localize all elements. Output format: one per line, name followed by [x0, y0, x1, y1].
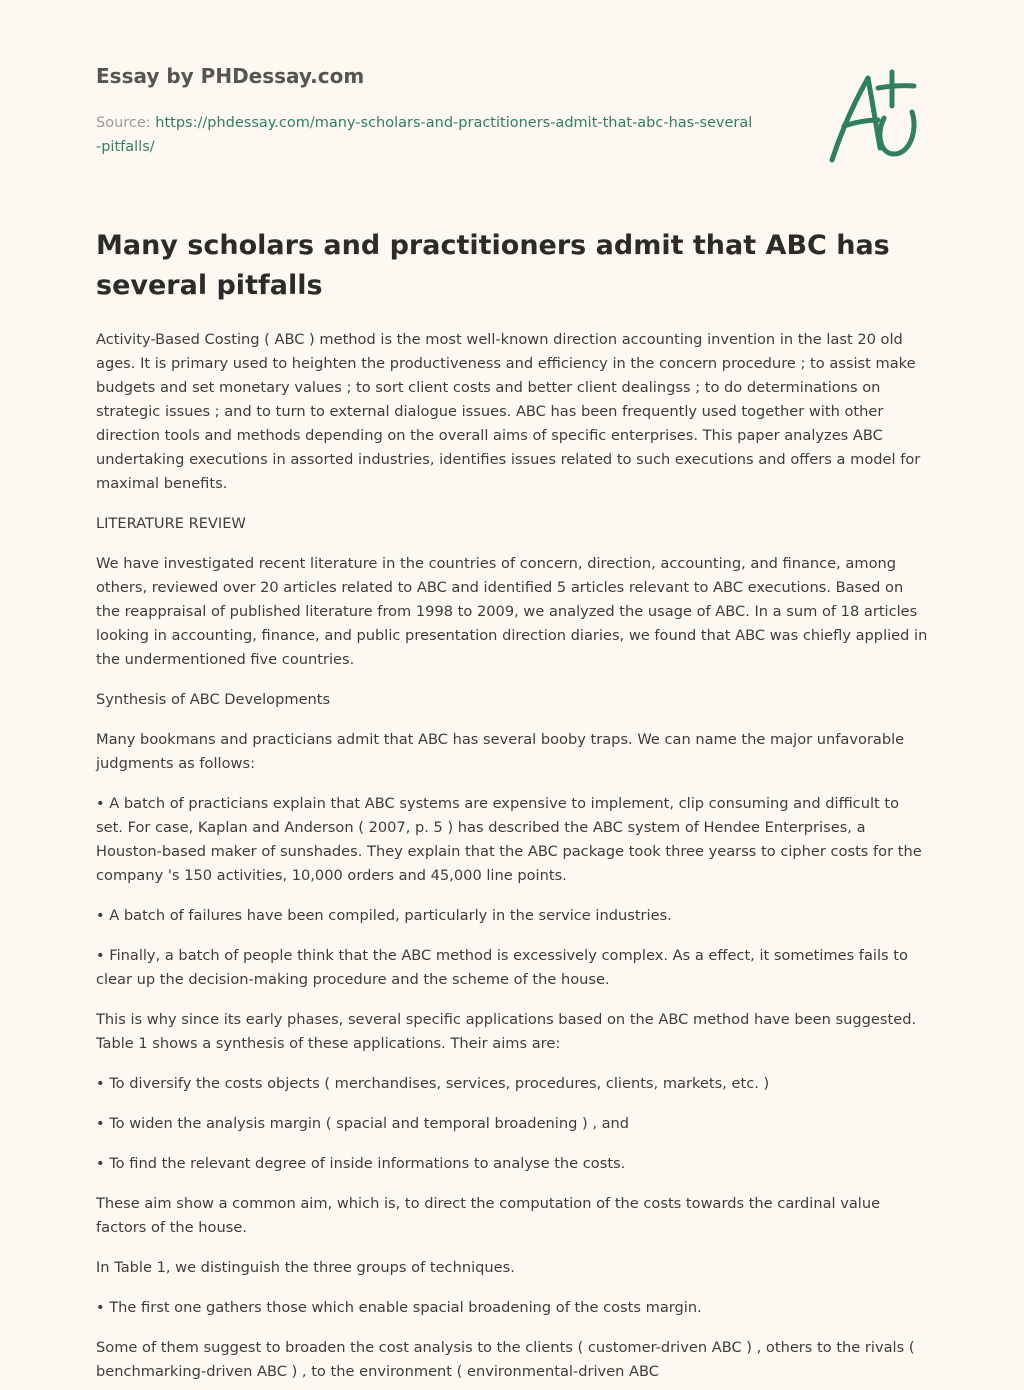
source-link[interactable]: https://phdessay.com/many-scholars-and-practitioners-admit-that-abc-has-several-pitfalls/ [96, 115, 753, 155]
paragraph: Many bookmans and practicians admit that ABC has several booby traps. We can name the major unfavorable judgments as follows: [96, 731, 905, 772]
essay-body [96, 328, 928, 1384]
bullet-paragraph: • To find the relevant degree of inside informations to analyse the costs. [96, 1155, 626, 1172]
paragraph: In Table 1, we distinguish the three groups of techniques. [96, 1259, 515, 1276]
bullet-paragraph: • A batch of failures have been compiled, particularly in the service industries. [96, 907, 672, 924]
section-heading: Synthesis of ABC Developments [96, 691, 331, 708]
bullet-paragraph: • To diversify the costs objects ( merchandises, services, procedures, clients, markets, etc. ) [96, 1075, 770, 1092]
paragraph: This is why since its early phases, several specific applications based on the ABC method have been suggested. Table 1 shows a synthesis of these applications. Their aims are: [96, 1011, 917, 1052]
site-title: Essay by PHDessay.com [96, 64, 365, 88]
paragraph: Activity-Based Costing ( ABC ) method is the most well-known direction accounting invention in the last 20 old ages. It is primary used to heighten the productiveness and efficiency in the concern procedure ; to assist make budgets and set monetary values ; to sort client costs and better client dealingss ; to do determinations on strategic issues ; and to turn to external dialogue issues. ABC has been frequently used together with other direction tools and methods depending on the overall aims of specific enterprises. This paper analyzes ABC undertaking executions in assorted industries, identifies issues related to such executions and offers a model for maximal benefits. [96, 331, 921, 492]
paragraph: Some of them suggest to broaden the cost analysis to the clients ( customer-driven ABC ) , others to the rivals ( benchmarking-driven ABC ) , to the environment ( environmental-driven ABC [96, 1339, 915, 1380]
paragraph: These aim show a common aim, which is, to direct the computation of the costs towards the cardinal value factors of the house. [96, 1195, 881, 1236]
essay-title: Many scholars and practitioners admit that ABC has several pitfalls [96, 230, 890, 301]
bullet-paragraph: • Finally, a batch of people think that the ABC method is excessively complex. As a effect, it sometimes fails to clear up the decision-making procedure and the scheme of the house. [96, 947, 908, 988]
site-header [96, 0, 928, 200]
bullet-paragraph: • A batch of practicians explain that ABC systems are expensive to implement, clip consuming and difficult to set. For case, Kaplan and Anderson ( 2007, p. 5 ) has described the ABC system of Hendee Enterprises, a Houston-based maker of sunshades. They explain that the ABC package took three yearss to cipher costs for the company 's 150 activities, 10,000 orders and 45,000 line points. [96, 795, 922, 884]
source-label: Source: [96, 115, 151, 131]
bullet-paragraph: • The first one gathers those which enable spacial broadening of the costs margin. [96, 1299, 702, 1316]
a-plus-logo-graphic [818, 66, 928, 166]
bullet-paragraph: • To widen the analysis margin ( spacial and temporal broadening ) , and [96, 1115, 630, 1132]
paragraph: We have investigated recent literature in the countries of concern, direction, accounting, and finance, among others, reviewed over 20 articles related to ABC and identified 5 articles relevant to ABC executions. Based on the reappraisal of published literature from 1998 to 2009, we analyzed the usage of ABC. In a sum of 18 articles looking in accounting, finance, and public presentation direction diaries, we found that ABC was chiefly applied in the undermentioned five countries. [96, 555, 928, 668]
source-line [96, 111, 756, 159]
a-plus-logo-icon [818, 66, 928, 166]
section-heading: LITERATURE REVIEW [96, 515, 246, 532]
